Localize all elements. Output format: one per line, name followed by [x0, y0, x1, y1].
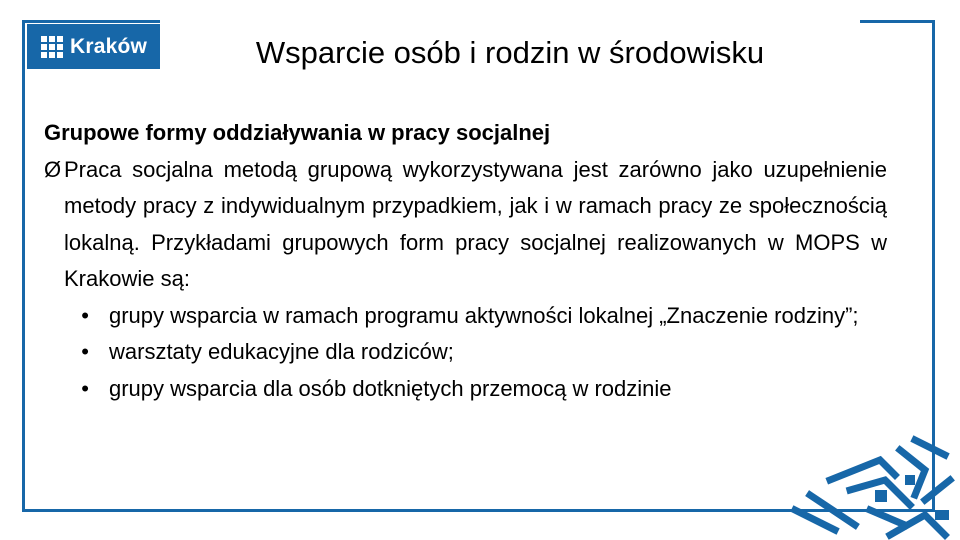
bullet-text: grupy wsparcia w ramach programu aktywności lokalnej „Znaczenie rodziny”; [109, 302, 859, 328]
bullet-text: grupy wsparcia dla osób dotkniętych przemocą w rodzinie [109, 375, 672, 401]
paragraph-text: Praca socjalna metodą grupową wykorzystywana jest zarówno jako uzupełnienie metody pracy z indywidualnym przypadkiem, jak i w ramach pracy ze społecznością lokalną. Przykładami grupowych form pracy socjalnej realizowanych w MOPS w Krakowie są: [64, 156, 887, 291]
main-paragraph [44, 152, 887, 298]
slide-subtitle: Grupowe formy oddziaływania w pracy socjalnej [44, 120, 551, 145]
krakow-map-pattern-icon [775, 430, 960, 540]
bullet-dot-icon: • [81, 375, 89, 401]
bullet-text: warsztaty edukacyjne dla rodziców; [109, 339, 454, 364]
logo-text: Kraków [70, 34, 148, 58]
list-item [44, 334, 887, 371]
slide-title: Wsparcie osób i rodzin w środowisku [255, 35, 765, 70]
list-item [44, 371, 887, 408]
bullet-list [44, 298, 887, 408]
list-item [44, 298, 887, 335]
slide-content [44, 115, 887, 407]
krakow-logo-mark-icon [41, 36, 63, 58]
krakow-logo [27, 24, 160, 69]
bullet-dot-icon: • [81, 339, 89, 364]
arrow-bullet-icon: Ø [44, 156, 62, 182]
bullet-dot-icon: • [81, 302, 89, 328]
